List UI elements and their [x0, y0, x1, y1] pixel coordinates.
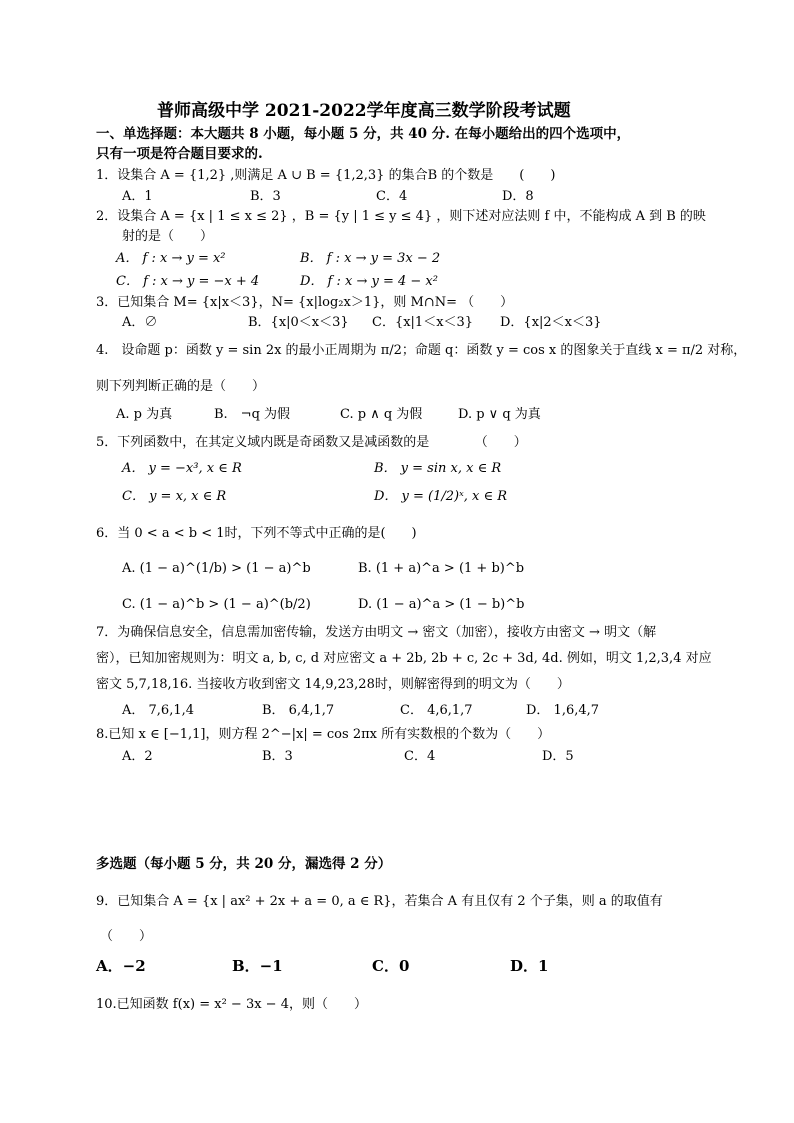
q3-option-d: D．{x|2＜x＜3} — [500, 315, 602, 330]
q5-option-b: B． y = sin x, x ∈ R — [374, 461, 502, 476]
q7-line1: 7．为确保信息安全，信息需加密传输，发送方由明文 → 密文（加密），接收方由密文 → 明文（解 — [96, 625, 657, 640]
q5-option-c: C． y = x, x ∈ R — [122, 489, 227, 504]
q9-stem: 9．已知集合 A = {x | ax² + 2x + a = 0, a ∈ R}，若集合 A 有且仅有 2 个子集，则 a 的取值有 — [96, 894, 663, 909]
q7-option-a: A． 7,6,1,4 — [122, 703, 195, 718]
q2-option-c: C． f : x → y = −x + 4 — [116, 274, 260, 289]
q6-option-c: C. (1 − a)^b > (1 − a)^(b/2) — [122, 597, 311, 612]
page-title: 普师高级中学 2021-2022学年度高三数学阶段考试题 — [157, 101, 571, 121]
q7-option-c: C． 4,6,1,7 — [400, 703, 473, 718]
q7-option-d: D． 1,6,4,7 — [526, 703, 600, 718]
q2-stem-cont: 射的是（ ） — [122, 229, 214, 244]
q2-option-b: B． f : x → y = 3x − 2 — [300, 251, 441, 266]
q3-stem: 3．已知集合 M= {x|x＜3}，N= {x|log₂x＞1}，则 M∩N= （ ） — [96, 295, 514, 310]
q1-stem: 1．设集合 A = {1,2} ,则满足 A ∪ B = {1,2,3} 的集合B 的个数是 ( ) — [96, 168, 556, 183]
q5-option-d: D． y = (1/2)ˣ, x ∈ R — [374, 489, 508, 504]
q2-stem: 2．设集合 A = {x | 1 ≤ x ≤ 2} ，B = {y | 1 ≤ y ≤ 4} ，则下述对应法则 f 中，不能构成 A 到 B 的映 — [96, 209, 706, 224]
q4-stem-cont: 则下列判断正确的是（ ） — [96, 379, 266, 394]
q9-option-a: A．−2 — [96, 957, 146, 975]
q6-option-d: D. (1 − a)^a > (1 − b)^b — [358, 597, 525, 612]
q6-stem: 6．当 0 < a < b < 1时，下列不等式中正确的是( ) — [96, 526, 417, 541]
q1-option-d: D．8 — [502, 189, 534, 204]
q8-option-d: D．5 — [542, 749, 574, 764]
q2-option-a: A． f : x → y = x² — [116, 251, 226, 266]
q8-stem: 8.已知 x ∈ [−1,1]，则方程 2^−|x| = cos 2πx 所有实数根的个数为（ ） — [96, 727, 551, 742]
q9-stem-cont: （ ） — [100, 929, 153, 944]
section2-heading: 多选题（每小题 5 分，共 20 分，漏选得 2 分） — [96, 856, 392, 872]
q4-option-b: B. ¬q 为假 — [214, 407, 291, 422]
section1-heading: 一、单选择题：本大题共 8 小题，每小题 5 分，共 40 分. 在每小题给出的四个选项中， — [96, 126, 631, 142]
q7-option-b: B． 6,4,1,7 — [262, 703, 335, 718]
q9-option-b: B．−1 — [232, 957, 283, 975]
q1-option-c: C．4 — [376, 189, 408, 204]
q3-option-b: B．{x|0＜x＜3} — [248, 315, 349, 330]
q3-option-c: C．{x|1＜x＜3} — [372, 315, 474, 330]
q2-option-d: D． f : x → y = 4 − x² — [300, 274, 438, 289]
q1-option-a: A．1 — [122, 189, 153, 204]
q4-option-d: D. p ∨ q 为真 — [458, 407, 541, 422]
q8-option-c: C．4 — [404, 749, 436, 764]
section1-heading-cont: 只有一项是符合题目要求的. — [96, 146, 263, 162]
q4-option-a: A. p 为真 — [116, 407, 173, 422]
q5-stem: 5．下列函数中，在其定义域内既是奇函数又是减函数的是 （ ） — [96, 435, 527, 450]
q9-option-d: D．1 — [510, 957, 549, 975]
q10-stem: 10.已知函数 f(x) = x² − 3x − 4，则（ ） — [96, 997, 367, 1012]
q7-line2: 密），已知加密规则为：明文 a, b, c, d 对应密文 a + 2b, 2b + c, 2c + 3d, 4d. 例如，明文 1,2,3,4 对应 — [96, 651, 712, 666]
q8-option-b: B．3 — [262, 749, 293, 764]
q6-option-b: B. (1 + a)^a > (1 + b)^b — [358, 561, 525, 576]
q3-option-a: A．∅ — [122, 315, 158, 330]
q9-option-c: C．0 — [372, 957, 410, 975]
q7-line3: 密文 5,7,18,16. 当接收方收到密文 14,9,23,28时，则解密得到的明文为（ ） — [96, 677, 570, 692]
q4-stem: 4. 设命题 p：函数 y = sin 2x 的最小正周期为 π/2；命题 q：函数 y = cos x 的图象关于直线 x = π/2 对称， — [96, 343, 747, 358]
q5-option-a: A． y = −x³, x ∈ R — [122, 461, 242, 476]
q1-option-b: B．3 — [250, 189, 281, 204]
q4-option-c: C. p ∧ q 为假 — [340, 407, 423, 422]
q8-option-a: A．2 — [122, 749, 153, 764]
q6-option-a: A. (1 − a)^(1/b) > (1 − a)^b — [122, 561, 311, 576]
